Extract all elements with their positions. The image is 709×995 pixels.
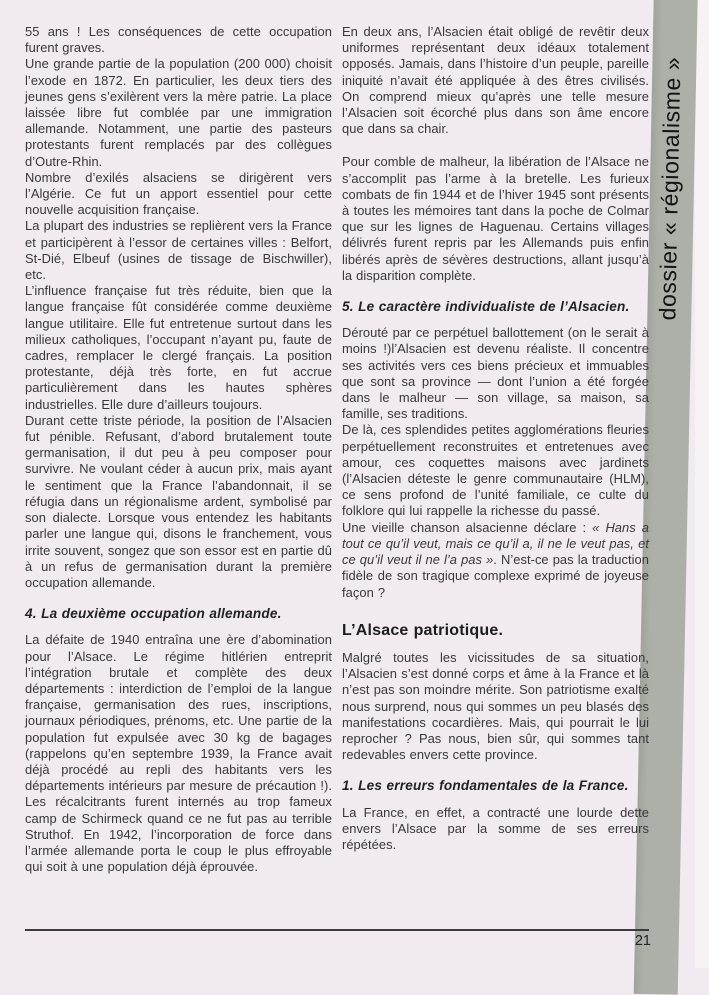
body-paragraph: Une grande partie de la population (200 000) choisit l’exode en 1872. En particulier, les deux tiers des jeunes gens s’exilèrent vers la mère patrie. La place laissée libre fut comblée par une immigration allemande. Notamment, une partie des pasteurs protestants furent remplacés par des collègues d’Outre-Rhin. [25, 56, 332, 169]
text-segment: . N’est-ce pas la traduction fidèle de son tragique complexe exprimé de joyeuse façon ? [342, 552, 649, 600]
italic-quote: « Hans a tout ce qu’il veut, mais ce qu’il a, il ne le veut pas, et ce qu’il veut il ne l’a pas » [342, 519, 650, 568]
article-heading: L’Alsace patriotique. [342, 621, 504, 639]
paper-edge [695, 0, 709, 968]
body-paragraph: Nombre d’exilés alsaciens se dirigèrent vers l’Algérie. Ce fut un apport essentiel pour cette nouvelle acquisition française. [25, 169, 332, 218]
body-paragraph: De là, ces splendides petites agglomérations fleuries perpétuellement reconstruites et entretenues avec amour, ces coquettes maisons avec jardinets (l’Alsacien déteste le genre communautaire (HLM), ce sens profond de l’unité familiale, ce culte du folklore qui lui rappelle la richesse du passé. [342, 422, 649, 519]
right-column [342, 24, 649, 875]
body-paragraph: 55 ans ! Les conséquences de cette occupation furent graves. [25, 24, 332, 56]
dossier-vertical-label: dossier « régionalisme » [654, 56, 686, 321]
left-column [25, 24, 332, 875]
body-paragraph: La défaite de 1940 entraîna une ère d’abomination pour l’Alsace. Le régime hitlérien entreprit l’intégration brutale et complète des deux départements : interdiction de l’emploi de la langue française, germanisation des rues, inscriptions, journaux périodiques, prénoms, etc. Une partie de la population fut expulsée avec 30 kg de bagages (rappelons qu’en septembre 1939, la France avait déjà procédé au repli des habitants vers les départements intérieurs par mesure de précaution !). Les récalcitrants furent internés au trop fameux camp de Schirmeck quand ce ne fut pas au terrible Struthof. En 1942, l’incorporation de force dans l’armée allemande porta le coup le plus effroyable qui soit à une population déjà éprouvée. [25, 632, 332, 875]
body-paragraph: La plupart des industries se replièrent vers la France et participèrent à l’essor de certaines villes : Belfort, St-Dié, Elbeuf (usines de tissage de Bischwiller), etc. [25, 218, 332, 283]
text-segment: Une vieille chanson alsacienne déclare : [342, 519, 593, 535]
body-paragraph: Dérouté par ce perpétuel ballottement (on le serait à moins !)l’Alsacien est devenu réaliste. Il concentre ses activités vers ces biens précieux et immuables que sont sa province — dont l’union a été forgée dans le malheur — son village, sa maison, sa famille, ses traditions. [342, 325, 649, 422]
footer-rule [25, 929, 649, 931]
body-paragraph: La France, en effet, a contracté une lourde dette envers l’Alsace par la somme de ses erreurs répétées. [342, 804, 649, 852]
page-number: 21 [634, 933, 651, 949]
body-paragraph: Malgré toutes les vicissitudes de sa situation, l’Alsacien s’est donné corps et âme à la France et là n’est pas son moindre mérite. Son patriotisme exalté nous surprend, nous qui sommes un peu blasés des manifestations cocardières. Mais, qui pourrait le lui reprocher ? Pas nous, bien sûr, qui sommes tant redevables envers cette province. [342, 649, 649, 763]
section-heading: 5. Le caractère individualiste de l’Alsacien. [342, 299, 630, 315]
body-paragraph: Durant cette triste période, la position de l’Alsacien fut pénible. Refusant, d’abord brutalement toute germanisation, il dut peu à peu composer pour survivre. Ne voulant céder à aucun prix, mais ayant le sentiment que la France l’abandonnait, il se réfugia dans un régionalisme ardent, symbolisé par son dialecte. Lorsque vous entendez les habitants parler une langue qui, disons le franchement, vous irrite souvent, songez que son essor est en partie dû à un refus de germanisation durant la première occupation allemande. [25, 412, 332, 590]
body-paragraph [342, 520, 649, 601]
body-paragraph: En deux ans, l’Alsacien était obligé de revêtir deux uniformes représentant deux idéaux totalement opposés. Jamais, dans l’histoire d’un peuple, pareille iniquité n’avait été appliquée à des êtres civilisés. On comprend mieux qu’après une telle mesure l’Alsacien soit écorché plus dans son âme encore que dans sa chair. [342, 24, 649, 137]
body-paragraph: Pour comble de malheur, la libération de l’Alsace ne s’accomplit pas l’arme à la bretelle. Les furieux combats de fin 1944 et de l’hiver 1945 sont présents à toutes les mémoires tant dans la poche de Colmar que sur les lignes de Haguenau. Certains villages délivrés furent repris par les Allemands puis enfin libérés après de sévères destructions, allant jusqu’à la disparition complète. [342, 154, 649, 283]
section-heading: 4. La deuxième occupation allemande. [25, 606, 282, 622]
article-body [25, 24, 649, 875]
body-paragraph: L’influence française fut très réduite, bien que la langue française fût considérée comme deuxième langue utilitaire. Elle fut entretenue surtout dans les milieux catholiques, l’occupant n’ayant pu, faute de cadres, remplacer le clergé français. La position protestante, déjà très forte, en fut accrue particulièrement dans les hautes sphères industrielles. Elle dure d’ailleurs toujours. [25, 283, 332, 412]
section-heading: 1. Les erreurs fondamentales de la France. [342, 778, 629, 794]
